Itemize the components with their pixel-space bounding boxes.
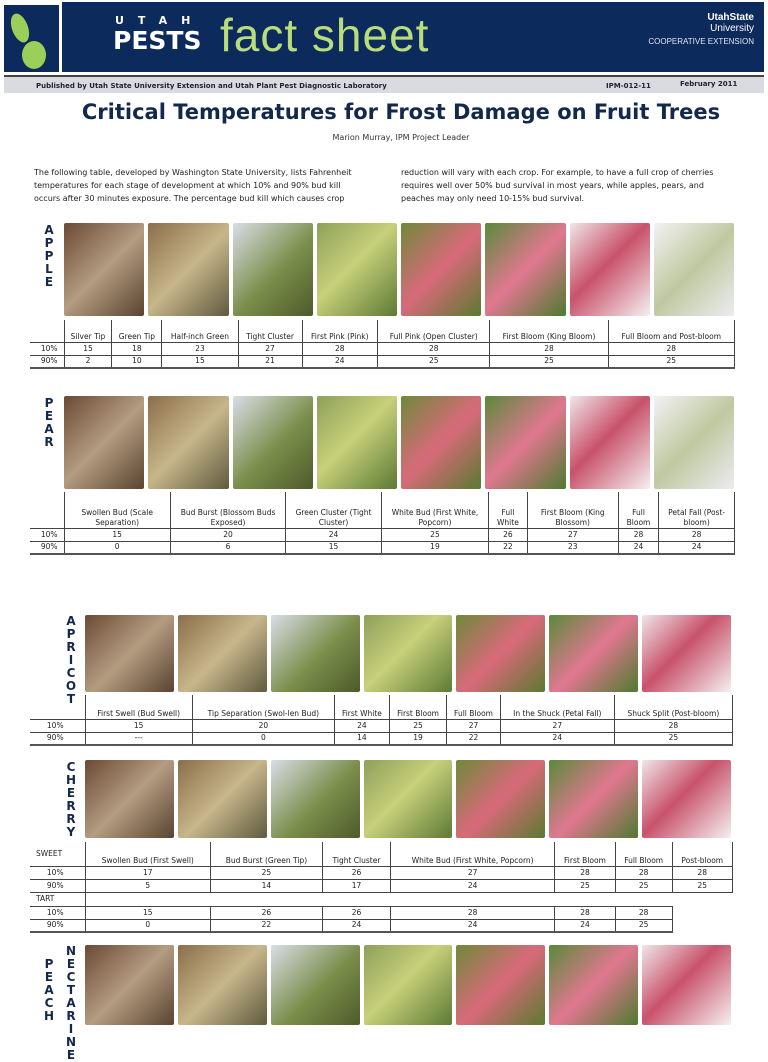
pear-temperature-row: [30, 528, 735, 541]
cherry-stage-photo: [364, 760, 453, 838]
cherry-stage-photo: [85, 760, 174, 838]
cherry-stage-photo: [456, 760, 545, 838]
pear-temperature-cell: 22: [489, 541, 528, 554]
apricot-stage-photo: [364, 615, 453, 692]
apricot-vertical-label: A P R I C O T: [65, 614, 77, 706]
apricot-temperature-cell: 24: [334, 719, 389, 732]
cherry-temperature-cell: 28: [391, 906, 555, 919]
cherry-stage-photo: [549, 760, 638, 838]
cherry-temperature-cell: 5: [85, 879, 211, 892]
row-label: [30, 695, 85, 719]
pear-vertical-label: P E A R: [44, 396, 54, 449]
cherry-photo-row: [85, 760, 731, 838]
pear-temperature-cell: 15: [64, 528, 170, 541]
apple-vertical-label: A P P L E: [44, 223, 54, 289]
apple-stage-photo: [485, 223, 565, 316]
fact-sheet-wordmark: fact sheet: [220, 9, 430, 61]
apple-stage-header: Full Pink (Open Cluster): [378, 320, 490, 342]
cherry-stage-header: Post-bloom: [672, 842, 732, 866]
apple-temperature-cell: 21: [238, 355, 302, 368]
apple-temperature-cell: 25: [490, 355, 608, 368]
cherry-stage-header-row: [30, 842, 733, 866]
peach-stage-photo: [364, 945, 453, 1025]
apricot-stage-photo: [642, 615, 731, 692]
publication-bar: [4, 75, 764, 93]
apricot-temperature-cell: 27: [500, 719, 614, 732]
cherry-temperature-table: [30, 842, 733, 933]
cherry-temperature-cell: 28: [615, 866, 672, 879]
apricot-temperature-cell: 19: [389, 732, 446, 745]
apple-stage-photo: [654, 223, 734, 316]
apple-temperature-row: [30, 342, 735, 355]
apple-stage-photo: [570, 223, 650, 316]
apricot-temperature-cell: 0: [192, 732, 334, 745]
cherry-temperature-cell: 25: [615, 919, 672, 932]
apricot-temperature-cell: 28: [614, 719, 732, 732]
apricot-temperature-row: [30, 719, 733, 732]
intro-right: reduction will vary with each crop. For example, to have a full crop of cherries requires well over 50% bud survival in most years, while apples, pears, and peaches may only need 10-15% bud survival.: [401, 168, 714, 203]
cherry-temperature-cell: 25: [211, 866, 323, 879]
row-label: [30, 320, 64, 342]
apple-stage-photo: [233, 223, 313, 316]
cherry-stage-header: Tight Cluster: [322, 842, 390, 866]
apple-temperature-cell: 15: [64, 342, 112, 355]
apple-stage-header: Half-inch Green: [162, 320, 238, 342]
cherry-temperature-cell: 25: [672, 879, 732, 892]
apricot-temperature-row: [30, 732, 733, 745]
peach-stage-photo: [456, 945, 545, 1025]
pear-stage-header-row: [30, 492, 735, 528]
pear-temperature-cell: 28: [618, 528, 659, 541]
pear-photo-row: [64, 396, 734, 489]
peach-vertical-label: P E A C H: [43, 957, 55, 1023]
pear-temperature-cell: 26: [489, 528, 528, 541]
apple-stage-header-row: [30, 320, 735, 342]
apple-temperature-cell: 2: [64, 355, 112, 368]
peach-stage-photo: [642, 945, 731, 1025]
cherry-vertical-label: C H E R R Y: [65, 760, 77, 839]
cherry-temperature-cell: 26: [322, 866, 390, 879]
group-label: TART: [30, 892, 85, 906]
percent-label: 90%: [30, 355, 64, 368]
apple-temperature-cell: 28: [608, 342, 734, 355]
pear-stage-photo: [570, 396, 650, 489]
pear-stage-header: Swollen Bud (Scale Separation): [64, 492, 170, 528]
pear-stage-header: Petal Fall (Post-bloom): [659, 492, 735, 528]
apple-temperature-cell: 28: [302, 342, 378, 355]
cherry-temperature-row: [30, 879, 733, 892]
pear-temperature-cell: 24: [286, 528, 382, 541]
pear-temperature-row: [30, 541, 735, 554]
pear-temperature-cell: 25: [381, 528, 488, 541]
pear-temperature-cell: 15: [286, 541, 382, 554]
cherry-temperature-cell: 25: [555, 879, 616, 892]
apple-temperature-cell: 28: [490, 342, 608, 355]
pear-temperature-cell: 6: [170, 541, 285, 554]
peach-stage-photo: [549, 945, 638, 1025]
percent-label: 10%: [30, 528, 64, 541]
cherry-temperature-row: [30, 906, 733, 919]
apple-photo-row: [64, 223, 734, 316]
apricot-stage-header: First Bloom: [389, 695, 446, 719]
apricot-temperature-cell: 15: [85, 719, 192, 732]
apple-temperature-cell: 24: [302, 355, 378, 368]
cherry-temperature-cell: 28: [672, 866, 732, 879]
pear-temperature-cell: 28: [659, 528, 735, 541]
percent-label: 90%: [30, 919, 85, 932]
apricot-stage-photo: [85, 615, 174, 692]
cherry-stage-header: Swollen Bud (First Swell): [85, 842, 211, 866]
apple-stage-photo: [64, 223, 144, 316]
apple-temperature-cell: 28: [378, 342, 490, 355]
apricot-temperature-cell: 24: [500, 732, 614, 745]
pear-stage-photo: [64, 396, 144, 489]
apple-temperature-cell: 27: [238, 342, 302, 355]
usu-name-1: UtahState: [707, 12, 754, 23]
cherry-stage-header: Bud Burst (Green Tip): [211, 842, 323, 866]
row-label: [30, 492, 64, 528]
percent-label: 90%: [30, 879, 85, 892]
cherry-stage-header: First Bloom: [555, 842, 616, 866]
usu-coop: COOPERATIVE EXTENSION: [648, 37, 754, 46]
pear-temperature-cell: 20: [170, 528, 285, 541]
apricot-stage-header: In the Shuck (Petal Fall): [500, 695, 614, 719]
blank: [672, 919, 732, 932]
apricot-stage-photo: [178, 615, 267, 692]
percent-label: 10%: [30, 906, 85, 919]
peach-stage-photo: [271, 945, 360, 1025]
author: Marion Murray, IPM Project Leader: [332, 133, 470, 142]
cherry-temperature-row: [30, 866, 733, 879]
pear-stage-photo: [654, 396, 734, 489]
apple-stage-header: Silver Tip: [64, 320, 112, 342]
apricot-stage-header: First Swell (Bud Swell): [85, 695, 192, 719]
peach-stage-photo: [85, 945, 174, 1025]
publication-date: February 2011: [680, 80, 738, 88]
peach-photo-row: [85, 945, 731, 1025]
pear-temperature-cell: 23: [527, 541, 618, 554]
apple-stage-photo: [317, 223, 397, 316]
row-label: SWEET: [36, 848, 63, 858]
apricot-temperature-cell: 27: [447, 719, 501, 732]
apple-stage-photo: [148, 223, 228, 316]
apple-temperature-cell: 18: [112, 342, 162, 355]
apricot-stage-photo: [456, 615, 545, 692]
cherry-temperature-cell: 24: [322, 919, 390, 932]
apricot-stage-header: Tip Separation (Swol-len Bud): [192, 695, 334, 719]
percent-label: 90%: [30, 541, 64, 554]
cherry-temperature-cell: 24: [391, 919, 555, 932]
pear-stage-photo: [401, 396, 481, 489]
pear-stage-photo: [148, 396, 228, 489]
cherry-temperature-cell: 22: [211, 919, 323, 932]
apple-stage-header: First Bloom (King Bloom): [490, 320, 608, 342]
cherry-temperature-cell: 0: [85, 919, 211, 932]
percent-label: 10%: [30, 719, 85, 732]
apricot-temperature-cell: 25: [614, 732, 732, 745]
publication-code: IPM-012-11: [606, 82, 651, 90]
pear-temperature-cell: 0: [64, 541, 170, 554]
cherry-stage-header: White Bud (First White, Popcorn): [391, 842, 555, 866]
cherry-temperature-row: [30, 919, 733, 932]
cherry-temperature-cell: 15: [85, 906, 211, 919]
apricot-temperature-table: [30, 695, 733, 746]
apple-temperature-cell: 25: [608, 355, 734, 368]
pear-temperature-cell: 24: [659, 541, 735, 554]
cherry-stage-photo: [271, 760, 360, 838]
apple-stage-photo: [401, 223, 481, 316]
pear-stage-header: Full Bloom: [618, 492, 659, 528]
cherry-temperature-cell: 25: [615, 879, 672, 892]
cherry-temperature-cell: 24: [555, 919, 616, 932]
utah-wordmark: UTAH: [115, 14, 205, 27]
page-title: Critical Temperatures for Frost Damage on Fruit Trees: [81, 100, 721, 124]
apple-temperature-table: [30, 320, 735, 369]
apricot-temperature-cell: ---: [85, 732, 192, 745]
apple-stage-header: Tight Cluster: [238, 320, 302, 342]
usu-logo: [648, 12, 754, 47]
pear-temperature-table: [30, 492, 735, 555]
percent-label: 10%: [30, 866, 85, 879]
intro-left: The following table, developed by Washington State University, lists Fahrenheit temperatures for each stage of development at which 10% and 90% bud kill occurs after 30 minutes exposure. The percentage bud kill which causes crop: [34, 168, 352, 203]
apricot-stage-header: First White: [334, 695, 389, 719]
cherry-temperature-cell: 24: [391, 879, 555, 892]
cherry-temperature-cell: 28: [555, 866, 616, 879]
percent-label: 10%: [30, 342, 64, 355]
pear-temperature-cell: 27: [527, 528, 618, 541]
blank: [672, 906, 732, 919]
pear-stage-photo: [485, 396, 565, 489]
apricot-stage-header: Full Bloom: [447, 695, 501, 719]
pear-stage-photo: [233, 396, 313, 489]
usu-name-2: University: [710, 23, 754, 34]
cherry-temperature-cell: 28: [555, 906, 616, 919]
cherry-temperature-cell: 27: [391, 866, 555, 879]
nectarine-vertical-label: N E C T A R I N E: [65, 944, 77, 1062]
apple-stage-header: Green Tip: [112, 320, 162, 342]
pear-stage-photo: [317, 396, 397, 489]
cherry-temperature-cell: 17: [85, 866, 211, 879]
apricot-temperature-cell: 22: [447, 732, 501, 745]
cherry-stage-photo: [178, 760, 267, 838]
percent-label: 90%: [30, 732, 85, 745]
apple-temperature-row: [30, 355, 735, 368]
pear-stage-header: Bud Burst (Blossom Buds Exposed): [170, 492, 285, 528]
apricot-stage-header: Shuck Split (Post-bloom): [614, 695, 732, 719]
cherry-temperature-cell: 28: [615, 906, 672, 919]
pear-temperature-cell: 19: [381, 541, 488, 554]
apricot-stage-photo: [271, 615, 360, 692]
cherry-temperature-cell: 14: [211, 879, 323, 892]
pear-stage-header: Full White: [489, 492, 528, 528]
pear-stage-header: First Bloom (King Blossom): [527, 492, 618, 528]
cherry-temperature-cell: 17: [322, 879, 390, 892]
cherry-stage-header: Full Bloom: [615, 842, 672, 866]
pests-wordmark: PESTS: [113, 26, 202, 55]
apple-temperature-cell: 25: [378, 355, 490, 368]
pear-temperature-cell: 24: [618, 541, 659, 554]
apricot-temperature-cell: 20: [192, 719, 334, 732]
apple-stage-header: First Pink (Pink): [302, 320, 378, 342]
cherry-temperature-cell: 26: [211, 906, 323, 919]
bug-leaf-logo-icon: [4, 2, 62, 72]
blank: [85, 892, 733, 906]
apricot-photo-row: [85, 615, 731, 692]
apricot-stage-header-row: [30, 695, 733, 719]
apple-temperature-cell: 15: [162, 355, 238, 368]
apricot-stage-photo: [549, 615, 638, 692]
cherry-group-row: [30, 892, 733, 906]
apple-temperature-cell: 23: [162, 342, 238, 355]
published-by: Published by Utah State University Extension and Utah Plant Pest Diagnostic Laboratory: [36, 82, 387, 90]
apple-temperature-cell: 10: [112, 355, 162, 368]
apricot-temperature-cell: 14: [334, 732, 389, 745]
cherry-temperature-cell: 26: [322, 906, 390, 919]
apricot-temperature-cell: 25: [389, 719, 446, 732]
pear-stage-header: Green Cluster (Tight Cluster): [286, 492, 382, 528]
cherry-stage-photo: [642, 760, 731, 838]
pear-stage-header: White Bud (First White, Popcorn): [381, 492, 488, 528]
apple-stage-header: Full Bloom and Post-bloom: [608, 320, 734, 342]
peach-stage-photo: [178, 945, 267, 1025]
